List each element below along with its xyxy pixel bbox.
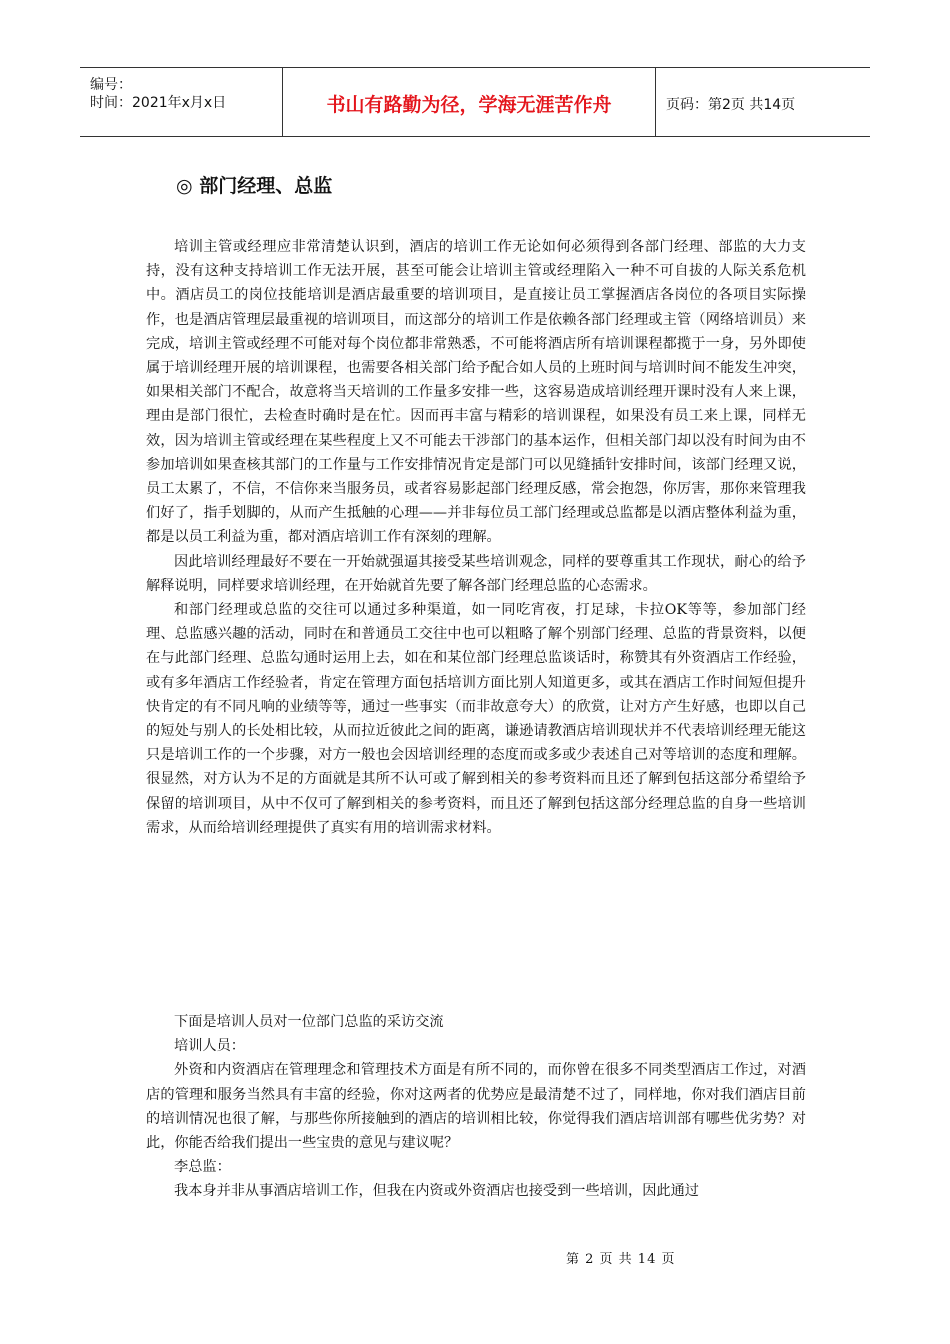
- interview-answer: 我本身并非从事酒店培训工作，但我在内资或外资酒店也接受到一些培训，因此通过: [174, 1183, 699, 1200]
- header-motto-cell: [283, 68, 656, 136]
- interview-question: 外资和内资酒店在管理理念和管理技术方面是有所不同的，而你曾在很多不同类型酒店工作过，对酒店的管理和服务当然具有丰富的经验，你对这两者的优势应是最清楚不过了，同样地，你对我们酒店目前的培训情况也很了解，与那些你所接触到的酒店的培训相比较，你觉得我们酒店培训部有哪些优劣势？对此，你能否给我们提出一些宝贵的意见与建议呢？: [146, 1062, 806, 1152]
- section-body: [146, 235, 806, 840]
- document-number-label: 编号：: [90, 77, 132, 93]
- page-header: [80, 67, 870, 137]
- body-paragraph: 和部门经理或总监的交往可以通过多种渠道，如一同吃宵夜，打足球，卡拉OK等等，参加部门经理、总监感兴趣的活动，同时在和普通员工交往中也可以粗略了解个别部门经理、总监的背景资料，以便在与此部门经理、总监勾通时运用上去，如在和某位部门经理总监谈话时，称赞其有外资酒店工作经验，或有多年酒店工作经验者，肯定在管理方面包括培训方面比别人知道更多，或其在酒店工作时间短但提升快肯定的有不同凡响的业绩等等，通过一些事实（而非故意夸大）的欣赏，让对方产生好感，也即以自己的短处与别人的长处相比较，从而拉近彼此之间的距离，谦逊请教酒店培训现状并不代表培训经理无能这只是培训工作的一个步骤，对方一般也会因培训经理的态度而或多或少表述自己对等培训的态度和理解。很显然，对方认为不足的方面就是其所不认可或了解到相关的参考资料而且还了解到包括这部分希望给予保留的培训项目，从中不仅可了解到相关的参考资料，而且还了解到包括这部分经理总监的自身一些培训需求，从而给培训经理提供了真实有用的培训需求材料。: [146, 602, 806, 836]
- interview-intro: 下面是培训人员对一位部门总监的采访交流: [174, 1014, 444, 1030]
- header-meta-cell: [80, 68, 283, 136]
- header-motto: 书山有路勤为径，学海无涯苦作舟: [326, 94, 612, 116]
- header-page-info: 页码：第2页 共14页: [666, 97, 796, 113]
- body-paragraph: 培训主管或经理应非常清楚认识到，酒店的培训工作无论如何必须得到各部门经理、部监的大力支持，没有这种支持培训工作无法开展，甚至可能会让培训主管或经理陷入一种不可自拔的人际关系危机中。酒店员工的岗位技能培训是酒店最重要的培训项目，是直接让员工掌握酒店各岗位的各项目实际操作，也是酒店管理层最重视的培训项目，而这部分的培训工作是依赖各部门经理或主管（网络培训员）来完成，培训主管或经理不可能对每个岗位都非常熟悉，不可能将酒店所有培训课程都揽于一身，另外即使属于培训经理开展的培训课程，也需要各相关部门给予配合如人员的上班时间与培训时间不能发生冲突，如果相关部门不配合，故意将当天培训的工作量多安排一些，这容易造成培训经理开课时没有人来上课，理由是部门很忙，去检查时确时是在忙。因而再丰富与精彩的培训课程，如果没有员工来上课，同样无效，因为培训主管或经理在某些程度上又不可能去干涉部门的基本运作，但相关部门却以没有时间为由不参加培训如果查核其部门的工作量与工作安排情况肯定是部门可以见缝插针安排时间，该部门经理又说，员工太累了，不信，不信你来当服务员，或者容易影起部门经理反感，常会抱怨，你厉害，那你来管理我们好了，指手划脚的，从而产生抵触的心理——并非每位员工部门经理或总监都是以酒店整体利益为重，都是以员工利益为重，都对酒店培训工作有深刻的理解。: [146, 239, 806, 546]
- interview-speaker-trainer: 培训人员：: [174, 1038, 245, 1055]
- body-paragraph: 因此培训经理最好不要在一开始就强逼其接受某些培训观念，同样的要尊重其工作现状，耐心的给予解释说明，同样要求培训经理，在开始就首先要了解各部门经理总监的心态需求。: [146, 553, 806, 594]
- interview-speaker-director: 李总监：: [174, 1159, 231, 1176]
- interview-body: [146, 1010, 806, 1204]
- document-date-label: 时间：2021年x月x日: [90, 95, 227, 111]
- section-heading: ◎ 部门经理、总监: [176, 175, 333, 197]
- header-page-cell: [656, 68, 870, 136]
- page-footer: 第 2 页 共 14 页: [566, 1252, 676, 1267]
